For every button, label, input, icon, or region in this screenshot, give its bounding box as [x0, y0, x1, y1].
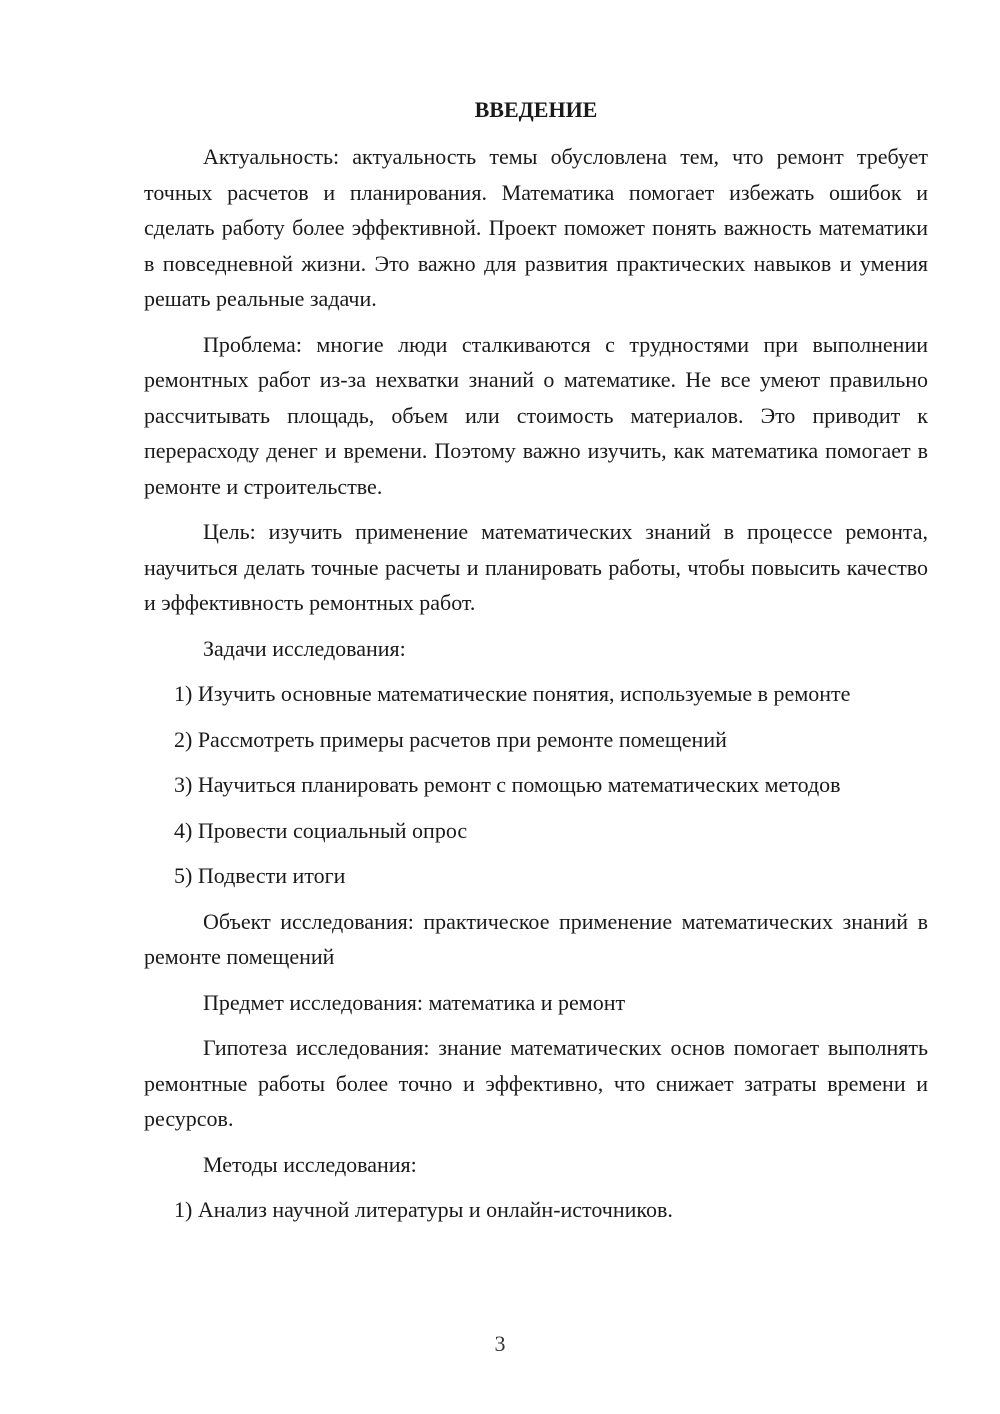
list-item: 2) Рассмотреть примеры расчетов при ремонте помещений [174, 726, 727, 752]
list-item: 5) Подвести итоги [174, 863, 346, 888]
tasks-heading: Задачи исследования: [203, 635, 406, 661]
list-item: 1) Анализ научной литературы и онлайн-источников. [174, 1197, 673, 1222]
page-title: ВВЕДЕНИЕ [474, 97, 598, 122]
paragraph-hypothesis: Гипотеза исследования: знание математических основ помогает выполнять ремонтные работы более точно и эффективно, что снижает затраты времени и ресурсов. [144, 1035, 928, 1131]
methods-heading: Методы исследования: [203, 1151, 417, 1177]
paragraph-problem: Проблема: многие люди сталкиваются с трудностями при выполнении ремонтных работ из-за нехватки знаний о математике. Не все умеют правильно рассчитывать площадь, объем или стоимость материалов. Это приводит к перерасходу денег и времени. Поэтому важно изучить, как математика помогает в ремонте и строительстве. [144, 331, 928, 499]
document-page [144, 92, 928, 1238]
page-number: 3 [494, 1331, 506, 1356]
list-item: 3) Научиться планировать ремонт с помощью математических методов [174, 772, 841, 797]
paragraph-goal: Цель: изучить применение математических знаний в процессе ремонта, научиться делать точные расчеты и планировать работы, чтобы повысить качество и эффективность ремонтных работ. [144, 519, 928, 615]
paragraph-relevance: Актуальность: актуальность темы обусловлена тем, что ремонт требует точных расчетов и планирования. Математика помогает избежать ошибок и сделать работу более эффективной. Проект поможет понять важность математики в повседневной жизни. Это важно для развития практических навыков и умения решать реальные задачи. [144, 144, 928, 311]
paragraph-object: Объект исследования: практическое применение математических знаний в ремонте помещений [144, 908, 928, 969]
list-item: 4) Провести социальный опрос [174, 817, 468, 843]
list-item: 1) Изучить основные математические понятия, используемые в ремонте [174, 681, 851, 706]
paragraph-subject: Предмет исследования: математика и ремонт [203, 989, 626, 1015]
